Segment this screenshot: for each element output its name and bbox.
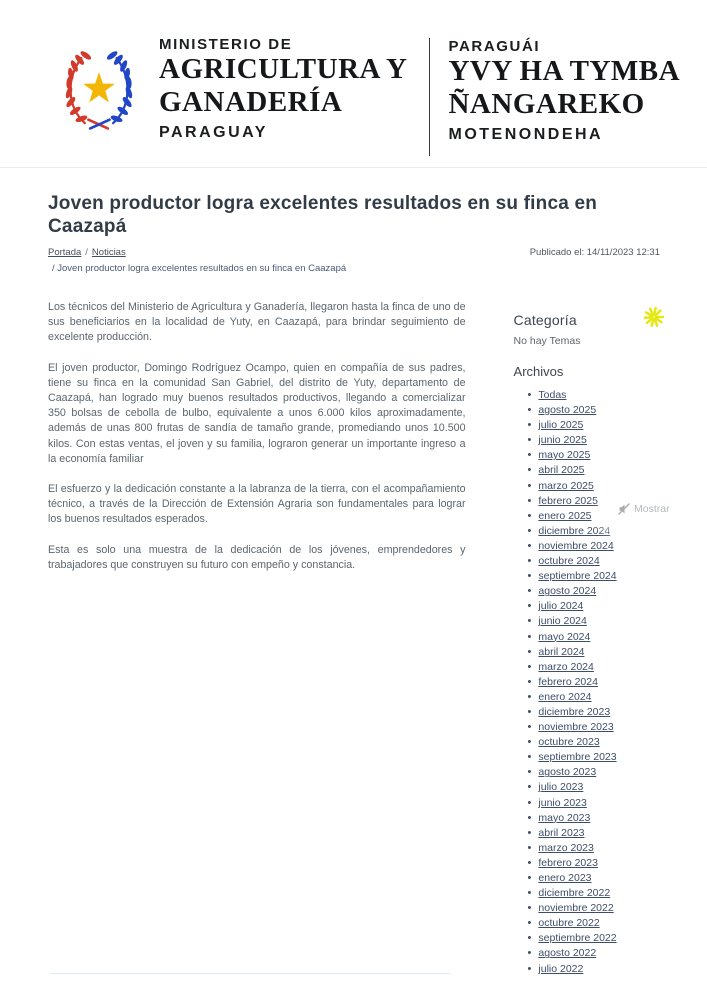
main-content (0, 168, 707, 977)
mostrar-widget[interactable] (614, 501, 675, 519)
archive-link[interactable]: abril 2025 (538, 464, 585, 477)
archive-link[interactable]: febrero 2024 (538, 675, 598, 688)
archive-link[interactable]: febrero 2025 (538, 494, 598, 507)
archive-link[interactable]: octubre 2022 (538, 917, 600, 930)
archive-link[interactable]: Todas (538, 389, 567, 401)
archive-link[interactable]: agosto 2023 (538, 766, 597, 779)
archive-list-item[interactable] (528, 780, 679, 795)
archive-link[interactable]: noviembre 2023 (538, 721, 614, 734)
article-paragraph: El esfuerzo y la dedicación constante a la labranza de la tierra, con el acompañamiento técnico, a través de la Dirección de Extensión Agraria son fundamentales para lograr los buenos resultados esperados. (48, 483, 466, 526)
archive-list-item[interactable] (528, 630, 679, 645)
ministry-sub-guarani: MOTENONDEHA (448, 126, 604, 143)
archive-link[interactable]: agosto 2022 (538, 947, 597, 960)
archive-list-item[interactable] (528, 569, 679, 584)
archive-list-item[interactable] (528, 403, 679, 418)
archive-list-item[interactable] (528, 886, 679, 901)
archive-link[interactable]: diciembre 2022 (538, 887, 611, 900)
accessibility-asterisk-icon[interactable] (642, 306, 666, 328)
breadcrumb-section-link[interactable]: Noticias (91, 247, 126, 258)
archive-list-item[interactable] (528, 901, 679, 916)
archive-link[interactable]: septiembre 2024 (538, 570, 617, 583)
archive-link[interactable]: mayo 2024 (538, 630, 591, 643)
ministry-wordmark-gn (448, 36, 680, 144)
archives-heading: Archivos (513, 364, 564, 379)
ministry-wordmark-es (159, 36, 407, 142)
archive-link[interactable]: septiembre 2023 (538, 751, 617, 764)
archive-link[interactable]: octubre 2024 (538, 555, 600, 568)
archive-list-item[interactable] (528, 539, 679, 554)
archive-list-item[interactable] (528, 463, 679, 478)
archive-list-item[interactable] (528, 388, 679, 403)
archive-link[interactable]: octubre 2023 (538, 736, 600, 749)
archive-link[interactable]: diciembre 2023 (538, 705, 611, 718)
archive-link[interactable]: noviembre 2022 (538, 902, 614, 915)
archive-list-item[interactable] (528, 433, 679, 448)
archive-list-item[interactable] (528, 765, 679, 780)
article-body (48, 300, 466, 977)
site-header (0, 0, 707, 168)
ministry-name-guarani-line2: ÑANGAREKO (448, 88, 645, 120)
archive-list-item[interactable] (528, 645, 679, 660)
content-columns (48, 300, 679, 977)
archive-list-item[interactable] (528, 735, 679, 750)
archive-list (514, 388, 679, 977)
archive-list-item[interactable] (528, 599, 679, 614)
category-empty-text: No hay Temas (513, 335, 581, 347)
archive-link[interactable]: enero 2024 (538, 690, 592, 703)
archive-link[interactable]: enero 2025 (538, 509, 592, 522)
archive-link[interactable]: diciembre 2024 (538, 524, 611, 537)
archive-list-item[interactable] (528, 931, 679, 946)
archive-list-item[interactable] (528, 962, 679, 977)
archive-list-item[interactable] (528, 705, 679, 720)
archive-list-item[interactable] (528, 675, 679, 690)
archive-list-item[interactable] (528, 750, 679, 765)
archive-link[interactable]: marzo 2024 (538, 660, 594, 673)
archive-link[interactable]: julio 2024 (538, 600, 584, 613)
breadcrumb-separator: / (85, 247, 88, 258)
page-title: Joven productor logra excelentes resultados en su finca en Caazapá (48, 193, 598, 237)
bottom-divider (50, 973, 450, 974)
archive-link[interactable]: febrero 2023 (538, 856, 598, 869)
archive-link[interactable]: junio 2023 (538, 796, 587, 809)
archive-link[interactable]: julio 2023 (538, 781, 584, 794)
archive-link[interactable]: marzo 2023 (538, 841, 594, 854)
archive-list-item[interactable] (528, 720, 679, 735)
archive-list-item[interactable] (528, 524, 679, 539)
archive-link[interactable]: abril 2024 (538, 645, 585, 658)
archive-list-item[interactable] (528, 660, 679, 675)
archive-list-item[interactable] (528, 479, 679, 494)
archive-list-item[interactable] (528, 448, 679, 463)
archive-list-item[interactable] (528, 841, 679, 856)
archive-link[interactable]: agosto 2024 (538, 585, 597, 598)
mostrar-icon (618, 503, 630, 515)
archive-list-item[interactable] (528, 946, 679, 961)
mostrar-label: Mostrar (634, 503, 670, 515)
ministry-name-line2: GANADERÍA (159, 86, 343, 118)
archive-link[interactable]: marzo 2025 (538, 479, 594, 492)
archive-list-item[interactable] (528, 584, 679, 599)
archive-link[interactable]: enero 2023 (538, 872, 592, 884)
archive-list-item[interactable] (528, 418, 679, 433)
archive-list-item[interactable] (528, 811, 679, 826)
archive-link[interactable]: septiembre 2022 (538, 932, 617, 945)
article-paragraph: Esta es solo una muestra de la dedicación de los jóvenes, emprendedores y trabajadores que construyen su futuro con empeño y constancia. (48, 543, 466, 571)
breadcrumb-home-link[interactable]: Portada (48, 247, 82, 258)
archive-link[interactable]: mayo 2023 (538, 811, 591, 824)
archive-list-item[interactable] (528, 916, 679, 931)
meta-row (48, 247, 660, 258)
archive-link[interactable]: julio 2022 (538, 962, 584, 975)
archive-list-item[interactable] (528, 554, 679, 569)
paraguay-emblem-logo (55, 42, 143, 134)
sidebar (514, 300, 679, 977)
archive-list-item[interactable] (528, 690, 679, 705)
archive-link[interactable]: junio 2025 (538, 434, 587, 447)
archive-list-item[interactable] (528, 796, 679, 811)
archive-link[interactable]: agosto 2025 (538, 404, 597, 417)
archive-link[interactable]: julio 2025 (538, 419, 584, 432)
ministry-country: PARAGUAY (159, 124, 268, 141)
category-heading: Categoría (513, 312, 577, 328)
archive-link[interactable]: abril 2023 (538, 826, 585, 839)
article-paragraph: Los técnicos del Ministerio de Agricultura y Ganadería, llegaron hasta la finca de uno de sus beneficiarios en la localidad de Yuty, en Caazapá, para brindar seguimiento de excelente producción. (48, 301, 466, 344)
article-paragraph: El joven productor, Domingo Rodríguez Ocampo, quien en compañía de sus padres, tiene su finca en la comunidad San Gabriel, del distrito de Yuty, departamento de Caazapá, han logrado muy buenos resultados productivos, llegando a comercializar 350 bolsas de cebolla de bulbo, equivalente a unos 6.000 kilos aproximadamente, además de unas 800 frutas de sandía de tamaño grande, promediando unos 10.500 kilos. Con estas ventas, el joven y su familia, lograron generar un importante ingreso a la economía familiar (48, 361, 466, 465)
ministry-kicker-guarani: PARAGUÁI (448, 38, 541, 55)
archive-list-item[interactable] (528, 871, 679, 886)
archive-link[interactable]: noviembre 2024 (538, 539, 614, 552)
published-date: Publicado el: 14/11/2023 12:31 (529, 247, 660, 258)
star-icon (83, 72, 115, 102)
archive-link[interactable]: junio 2024 (538, 615, 587, 628)
archive-list-item[interactable] (528, 614, 679, 629)
ministry-name-guarani-line1: YVY HA TYMBA (448, 55, 681, 87)
ministry-name-line1: AGRICULTURA Y (159, 53, 408, 85)
archive-list-item[interactable] (528, 856, 679, 871)
breadcrumb (48, 247, 130, 258)
archive-list-item[interactable] (528, 826, 679, 841)
logo-divider (429, 38, 430, 156)
archive-link[interactable]: mayo 2025 (538, 449, 591, 462)
ministry-kicker: MINISTERIO DE (159, 36, 293, 53)
breadcrumb-current: / Joven productor logra excelentes resultados en su finca en Caazapá (52, 263, 347, 274)
